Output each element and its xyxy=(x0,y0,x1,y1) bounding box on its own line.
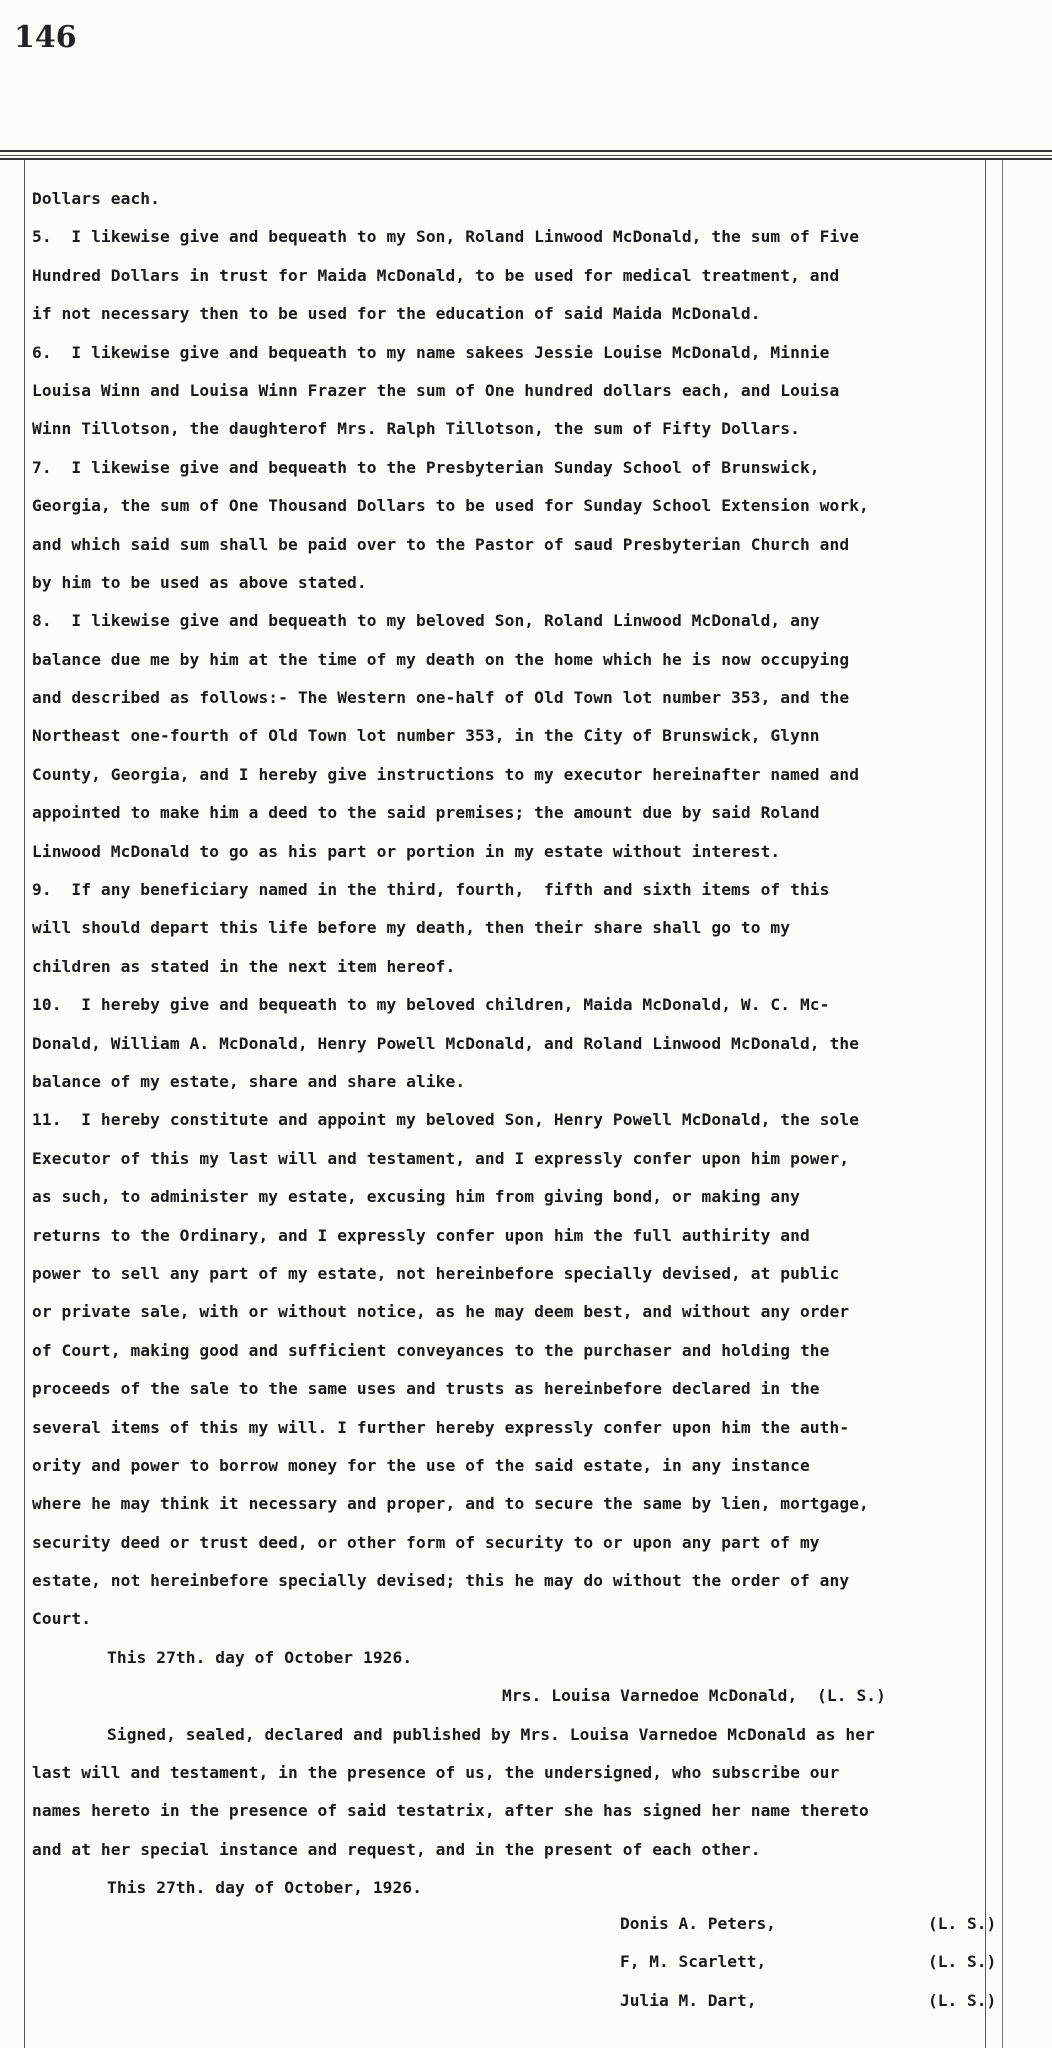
right-margin-line-outer xyxy=(1002,160,1003,2048)
text-line: several items of this my will. I further hereby expressly confer upon him the auth- xyxy=(32,1417,850,1437)
text-line: ority and power to borrow money for the use of the said estate, in any instance xyxy=(32,1455,810,1475)
text-line: will should depart this life before my death, then their share shall go to my xyxy=(32,918,791,938)
page-number: 146 xyxy=(14,20,77,55)
text-line: power to sell any part of my estate, not hereinbefore specially devised, at public xyxy=(32,1263,840,1283)
text-line: proceeds of the sale to the same uses and trusts as hereinbefore declared in the xyxy=(32,1379,820,1399)
text-line: estate, not hereinbefore specially devised; this he may do without the order of any xyxy=(32,1571,850,1591)
text-line: Donald, William A. McDonald, Henry Powell McDonald, and Roland Linwood McDonald, the xyxy=(32,1033,860,1053)
text-line: if not necessary then to be used for the education of said Maida McDonald. xyxy=(32,304,761,324)
top-rule xyxy=(0,150,1052,152)
witness-seal: (L. S.) xyxy=(928,1914,997,1933)
text-line: returns to the Ordinary, and I expressly confer upon him the full authirity and xyxy=(32,1225,810,1245)
top-rule-thin xyxy=(0,155,1052,156)
text-line: appointed to make him a deed to the said premises; the amount due by said Roland xyxy=(32,803,820,823)
will-text xyxy=(32,180,1002,1908)
text-line: last will and testament, in the presence of us, the undersigned, who subscribe our xyxy=(32,1763,840,1783)
text-line: 8. I likewise give and bequeath to my beloved Son, Roland Linwood McDonald, any xyxy=(32,611,820,631)
text-line: Mrs. Louisa Varnedoe McDonald, (L. S.) xyxy=(502,1686,886,1706)
text-line: Dollars each. xyxy=(32,189,160,208)
text-line: children as stated in the next item hereof. xyxy=(32,956,456,976)
text-line: 7. I likewise give and bequeath to the Presbyterian Sunday School of Brunswick, xyxy=(32,457,820,477)
text-line: Executor of this my last will and testament, and I expressly confer upon him power, xyxy=(32,1148,850,1168)
text-line: 9. If any beneficiary named in the third, fourth, fifth and sixth items of this xyxy=(32,880,830,900)
text-line: 11. I hereby constitute and appoint my beloved Son, Henry Powell McDonald, the sole xyxy=(32,1110,860,1130)
text-line: security deed or trust deed, or other form of security to or upon any part of my xyxy=(32,1532,820,1552)
top-rule-lower xyxy=(0,158,1052,160)
text-line: Linwood McDonald to go as his part or portion in my estate without interest. xyxy=(32,841,781,861)
witness-signatures xyxy=(620,1905,1020,2020)
text-line: This 27th. day of October 1926. xyxy=(107,1647,413,1667)
text-line: as such, to administer my estate, excusing him from giving bond, or making any xyxy=(32,1187,800,1207)
text-line: Court. xyxy=(32,1609,92,1629)
text-line: by him to be used as above stated. xyxy=(32,572,367,592)
text-line: balance due me by him at the time of my death on the home which he is now occupying xyxy=(32,649,850,669)
text-line: Louisa Winn and Louisa Winn Frazer the sum of One hundred dollars each, and Louisa xyxy=(32,380,840,400)
witness-row xyxy=(620,1905,1020,1943)
witness-name: Julia M. Dart, xyxy=(620,1990,757,2010)
witness-name: Donis A. Peters, xyxy=(620,1914,776,1933)
text-line: Winn Tillotson, the daughterof Mrs. Ralph Tillotson, the sum of Fifty Dollars. xyxy=(32,419,800,439)
left-margin-line xyxy=(24,160,25,2048)
text-line: or private sale, with or without notice, as he may deem best, and without any order xyxy=(32,1302,850,1322)
text-line: names hereto in the presence of said testatrix, after she has signed her name thereto xyxy=(32,1801,869,1821)
text-line: 5. I likewise give and bequeath to my Son, Roland Linwood McDonald, the sum of Five xyxy=(32,227,860,247)
text-line: and described as follows:- The Western one-half of Old Town lot number 353, and the xyxy=(32,688,850,708)
text-line: and which said sum shall be paid over to the Pastor of saud Presbyterian Church and xyxy=(32,534,850,554)
text-line: where he may think it necessary and proper, and to secure the same by lien, mortgage, xyxy=(32,1494,869,1514)
text-line: of Court, making good and sufficient conveyances to the purchaser and holding the xyxy=(32,1340,830,1360)
text-line: 10. I hereby give and bequeath to my beloved children, Maida McDonald, W. C. Mc- xyxy=(32,995,830,1015)
text-line: Hundred Dollars in trust for Maida McDonald, to be used for medical treatment, and xyxy=(32,265,840,285)
text-line: County, Georgia, and I hereby give instructions to my executor hereinafter named and xyxy=(32,764,860,784)
text-line: balance of my estate, share and share alike. xyxy=(32,1071,466,1091)
witness-seal: (L. S.) xyxy=(928,1990,997,2010)
text-line: Georgia, the sum of One Thousand Dollars to be used for Sunday School Extension work, xyxy=(32,496,869,516)
text-line: This 27th. day of October, 1926. xyxy=(107,1878,423,1898)
text-line: and at her special instance and request, and in the present of each other. xyxy=(32,1839,761,1859)
witness-row xyxy=(620,1982,1020,2020)
text-line: 6. I likewise give and bequeath to my name sakees Jessie Louise McDonald, Minnie xyxy=(32,342,830,362)
witness-row xyxy=(620,1943,1020,1981)
text-line: Signed, sealed, declared and published by Mrs. Louisa Varnedoe McDonald as her xyxy=(107,1724,875,1744)
witness-seal: (L. S.) xyxy=(928,1952,997,1972)
text-line: Northeast one-fourth of Old Town lot number 353, in the City of Brunswick, Glynn xyxy=(32,726,820,746)
witness-name: F, M. Scarlett, xyxy=(620,1952,767,1972)
